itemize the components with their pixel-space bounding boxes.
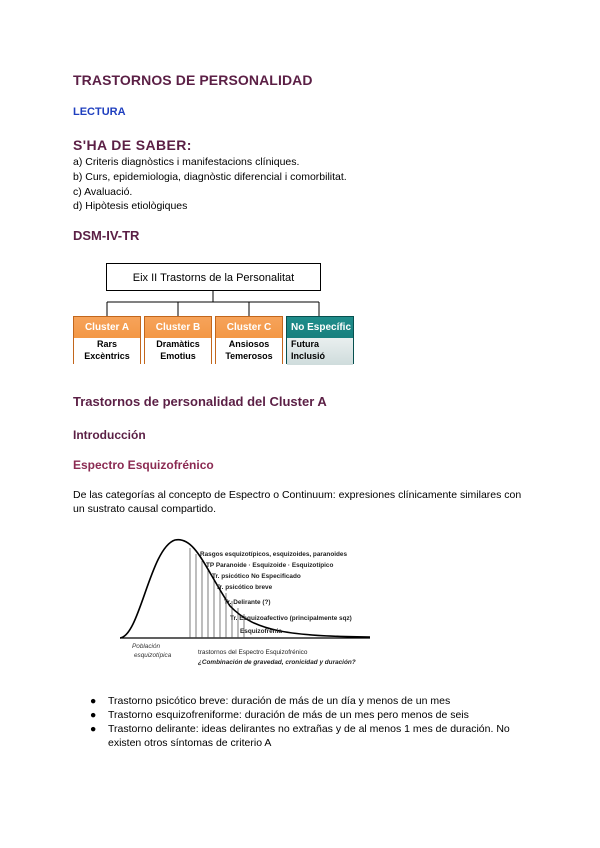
no-especific-box [286, 316, 354, 364]
cluster-desc: Excèntrics [84, 351, 130, 361]
saber-item: b) Curs, epidemiologia, diagnòstic diferencial i comorbilitat. [73, 170, 347, 183]
figure-label: Tr. Delirante (?) [224, 599, 271, 606]
lectura-label: LECTURA [73, 106, 126, 118]
figure-label: Rasgos esquizotípicos, esquizoides, paranoides [200, 551, 348, 558]
saber-list [73, 155, 347, 214]
figure-caption: trastornos del Espectro Esquizofrénico [198, 649, 308, 656]
population-label: Población [132, 643, 161, 650]
figure-label: Tr. psicótico breve [216, 584, 273, 591]
spectrum-curve-figure [120, 528, 390, 673]
cluster-a-box [73, 316, 141, 364]
cluster-desc: Rars [96, 339, 117, 349]
dsm-heading: DSM-IV-TR [73, 228, 140, 243]
cluster-title: No Específic [291, 322, 352, 333]
cluster-title: Cluster C [226, 322, 272, 333]
figure-label: Tr. psicótico No Especificado [212, 573, 301, 580]
cluster-desc: Dramàtics [156, 339, 200, 349]
cluster-desc: Futura [291, 339, 319, 349]
population-label: esquizotípica [134, 652, 172, 659]
figure-caption: ¿Combinación de gravedad, cronicidad y duración? [198, 659, 356, 666]
cluster-c-box [215, 316, 283, 364]
espectro-title: Espectro Esquizofrénico [73, 458, 214, 472]
cluster-title: Cluster B [155, 322, 201, 333]
intro-paragraph: De las categorías al concepto de Espectro o Continuum: expresiones clínicamente similares con un sustrato causal compartido. [73, 489, 522, 515]
list-item: ● Trastorno delirante: ideas delirantes no extrañas y de al menos 1 mes de duración. No existen otros síntomas de criterio A [90, 723, 510, 749]
cluster-desc: Emotius [160, 351, 196, 361]
bullet-list [73, 694, 543, 750]
cluster-desc: Inclusió [291, 351, 326, 361]
saber-item: a) Criteris diagnòstics i manifestacions clíniques. [73, 156, 300, 168]
section-title: Trastornos de personalidad del Cluster A [73, 394, 327, 409]
cluster-title: Cluster A [84, 322, 130, 333]
dsm-diagram [73, 262, 358, 366]
axis-ii-box: Eix II Trastorns de la Personalitat [106, 263, 321, 291]
list-item: ● Trastorno esquizofreniforme: duración de más de un mes pero menos de seis [90, 709, 469, 721]
saber-item: d) Hipòtesis etiològiques [73, 200, 188, 213]
figure-label: Esquizofrenia [240, 628, 282, 635]
cluster-b-box [144, 316, 212, 364]
list-item: ● Trastorno psicótico breve: duración de más de un día y menos de un mes [90, 695, 451, 707]
saber-heading: S'HA DE SABER: [73, 137, 192, 153]
figure-label: TP Paranoide · Esquizoide · Esquizotípico [206, 562, 334, 569]
document-title: TRASTORNOS DE PERSONALIDAD [73, 72, 313, 88]
figure-label: Tr. Esquizoafectivo (principalmente sqz) [230, 615, 352, 622]
cluster-desc: Temerosos [225, 351, 273, 361]
saber-item: c) Avaluació. [73, 185, 133, 198]
cluster-desc: Ansiosos [228, 339, 270, 349]
intro-title: Introducción [73, 428, 146, 442]
